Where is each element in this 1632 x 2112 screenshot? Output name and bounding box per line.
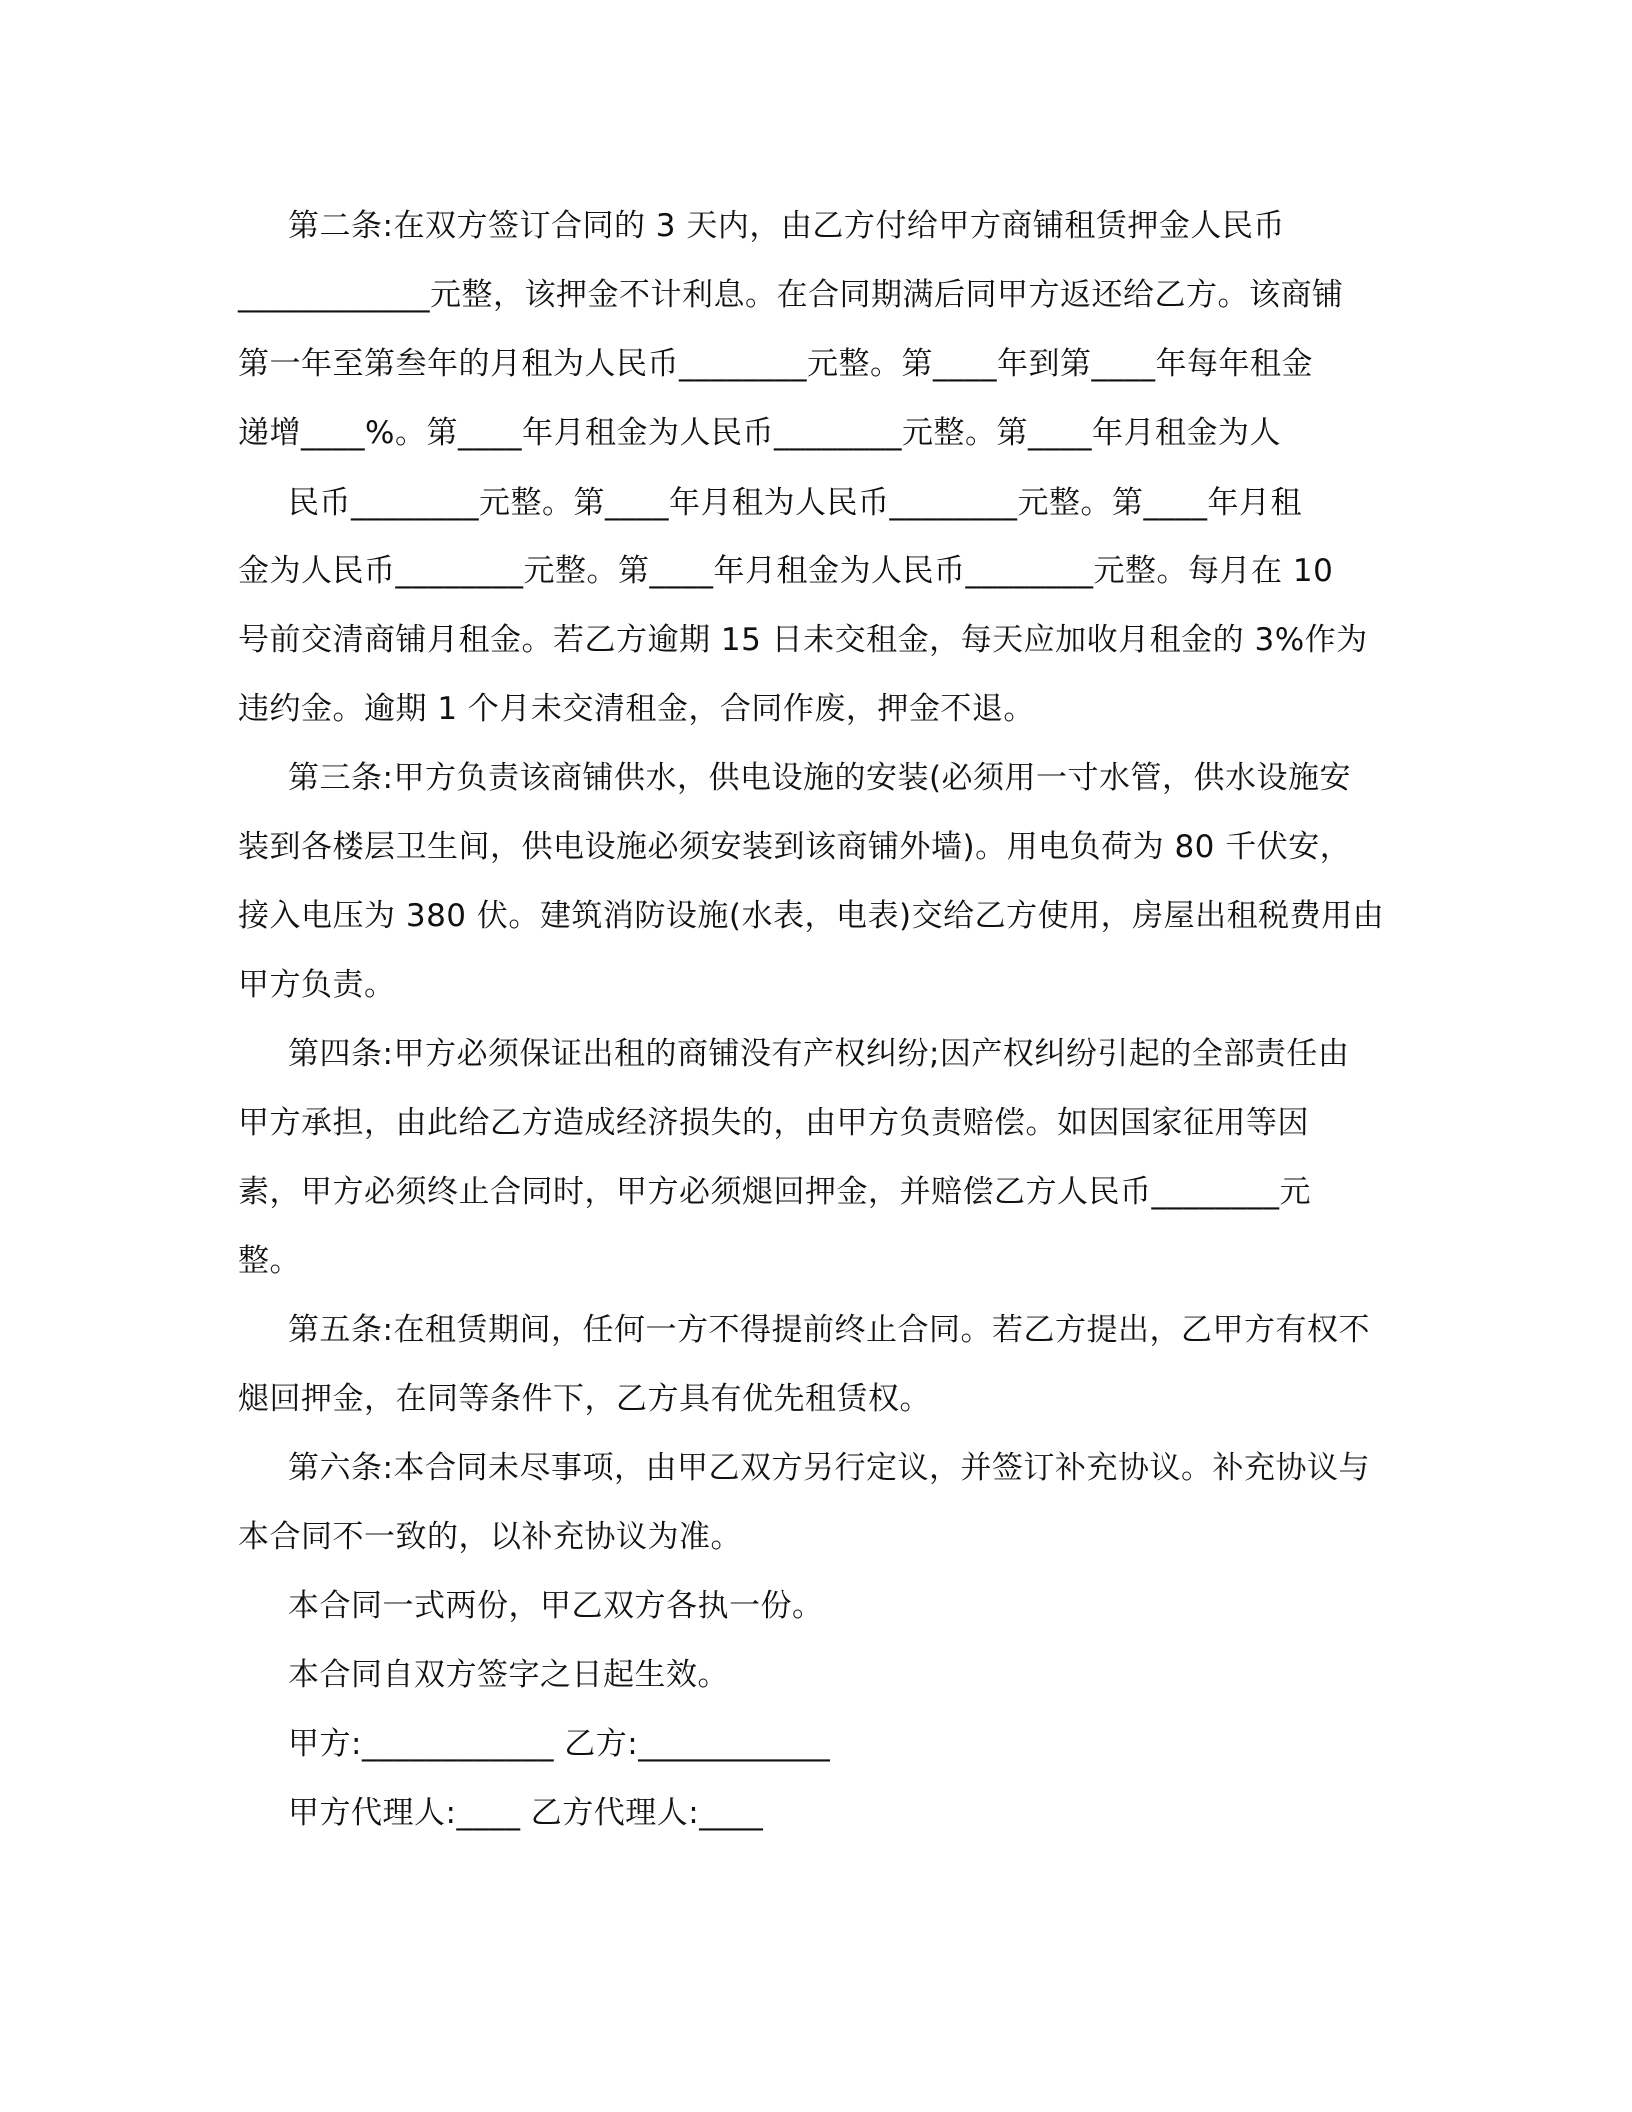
article3-line-4: 甲方负责。	[238, 967, 396, 1003]
article4-line-4: 整。	[238, 1243, 301, 1279]
article2-line-4: 递增____%。第____年月租金为人民币________元整。第____年月租金为人	[238, 415, 1281, 451]
article2-line-1: 第二条:在双方签订合同的 3 天内，由乙方付给甲方商铺租赁押金人民币	[288, 208, 1285, 244]
article2-line-8: 违约金。逾期 1 个月未交清租金，合同作废，押金不退。	[238, 691, 1035, 727]
article4-line-2: 甲方承担，由此给乙方造成经济损失的，由甲方负责赔偿。如因国家征用等因	[238, 1105, 1309, 1141]
signature-parties: 甲方:____________ 乙方:____________	[288, 1726, 831, 1762]
article2-line-2: ____________元整，该押金不计利息。在合同期满后同甲方返还给乙方。该商铺	[238, 277, 1344, 313]
article6-line-2: 本合同不一致的，以补充协议为准。	[238, 1519, 742, 1555]
copies-clause: 本合同一式两份，甲乙双方各执一份。	[288, 1588, 824, 1624]
signature-agents: 甲方代理人:____ 乙方代理人:____	[288, 1795, 764, 1831]
article3-line-1: 第三条:甲方负责该商铺供水，供电设施的安装(必须用一寸水管，供水设施安	[288, 760, 1352, 796]
article4-line-1: 第四条:甲方必须保证出租的商铺没有产权纠纷;因产权纠纷引起的全部责任由	[288, 1036, 1350, 1072]
article2-line-3: 第一年至第叁年的月租为人民币________元整。第____年到第____年每年租金	[238, 346, 1313, 382]
article2-line-7: 号前交清商铺月租金。若乙方逾期 15 日未交租金，每天应加收月租金的 3%作为	[238, 622, 1368, 658]
article2-line-5: 民币________元整。第____年月租为人民币________元整。第____年月租	[288, 485, 1302, 521]
article6-line-1: 第六条:本合同未尽事项，由甲乙双方另行定议，并签订补充协议。补充协议与	[288, 1450, 1370, 1486]
article4-line-3: 素，甲方必须终止合同时，甲方必须煺回押金，并赔偿乙方人民币________元	[238, 1174, 1311, 1210]
article2-line-6: 金为人民币________元整。第____年月租金为人民币________元整。每月在 10	[238, 553, 1334, 589]
article5-line-1: 第五条:在租赁期间，任何一方不得提前终止合同。若乙方提出，乙甲方有权不	[288, 1312, 1370, 1348]
article3-line-3: 接入电压为 380 伏。建筑消防设施(水表，电表)交给乙方使用，房屋出租税费用由	[238, 898, 1385, 934]
article5-line-2: 煺回押金，在同等条件下，乙方具有优先租赁权。	[238, 1381, 931, 1417]
effective-clause: 本合同自双方签字之日起生效。	[288, 1657, 729, 1693]
article3-line-2: 装到各楼层卫生间，供电设施必须安装到该商铺外墙)。用电负荷为 80 千伏安，	[238, 829, 1352, 865]
